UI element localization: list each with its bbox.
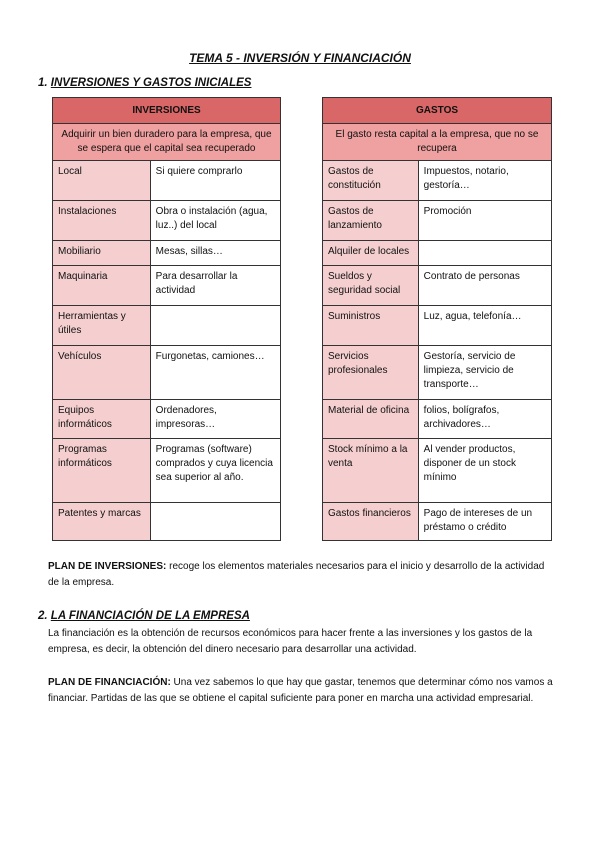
inversiones-label: Instalaciones (53, 201, 151, 241)
gastos-description: El gasto resta capital a la empresa, que no se recupera (323, 124, 552, 161)
section-2-number: 2. (38, 610, 48, 622)
gastos-value: Pago de intereses de un préstamo o crédito (418, 503, 551, 541)
plan-inversiones-paragraph (48, 559, 556, 591)
page-title: TEMA 5 - INVERSIÓN Y FINANCIACIÓN (189, 51, 411, 65)
gastos-label: Servicios profesionales (323, 346, 419, 400)
inversiones-table (52, 97, 281, 541)
inversiones-value (150, 503, 280, 541)
inversiones-label: Mobiliario (53, 241, 151, 266)
inversiones-value: Furgonetas, camiones… (150, 346, 280, 400)
section-1-title: INVERSIONES Y GASTOS INICIALES (50, 77, 252, 89)
gastos-label: Sueldos y seguridad social (323, 266, 419, 306)
inversiones-value: Mesas, sillas… (150, 241, 280, 266)
gastos-value: Gestoría, servicio de limpieza, servicio de transporte… (418, 346, 551, 400)
inversiones-value: Si quiere comprarlo (150, 161, 280, 201)
gastos-label: Alquiler de locales (323, 241, 419, 266)
gastos-value: Luz, agua, telefonía… (418, 306, 551, 346)
gastos-label: Material de oficina (323, 400, 419, 439)
gastos-value: folios, bolígrafos, archivadores… (418, 400, 551, 439)
financiacion-paragraph: La financiación es la obtención de recursos económicos para hacer frente a las inversiones y los gastos de la empresa, es decir, la obtención del dinero necesario para desarrollar una actividad. (48, 628, 533, 655)
section-1-number: 1. (38, 77, 48, 89)
inversiones-value: Ordenadores, impresoras… (150, 400, 280, 439)
inversiones-label: Vehículos (53, 346, 151, 400)
inversiones-value: Obra o instalación (agua, luz..) del local (150, 201, 280, 241)
inversiones-value: Para desarrollar la actividad (150, 266, 280, 306)
plan-financiacion-label: PLAN DE FINANCIACIÓN: (48, 677, 171, 688)
gastos-label: Gastos financieros (323, 503, 419, 541)
plan-financiacion-text: Una vez sabemos lo que hay que gastar, tenemos que determinar cómo nos vamos a financiar. Partidas de las que se obtiene el capital suficiente para poner en marcha una actividad empresarial. (48, 677, 553, 704)
inversiones-value: Programas (software) comprados y cuya licencia sea superior al año. (150, 439, 280, 503)
inversiones-label: Local (53, 161, 151, 201)
section-1-heading (38, 77, 251, 89)
inversiones-value (150, 306, 280, 346)
section-2-heading (38, 610, 250, 622)
gastos-label: Gastos de constitución (323, 161, 419, 201)
plan-inversiones-text: recoge los elementos materiales necesarios para el inicio y desarrollo de la actividad de la empresa. (48, 561, 545, 588)
inversiones-label: Programas informáticos (53, 439, 151, 503)
plan-financiacion-paragraph (48, 675, 556, 707)
gastos-label: Suministros (323, 306, 419, 346)
inversiones-label: Herramientas y útiles (53, 306, 151, 346)
gastos-table (322, 97, 552, 541)
inversiones-header: INVERSIONES (53, 98, 281, 124)
gastos-value: Impuestos, notario, gestoría… (418, 161, 551, 201)
gastos-value: Al vender productos, disponer de un stock mínimo (418, 439, 551, 503)
inversiones-label: Patentes y marcas (53, 503, 151, 541)
plan-inversiones-label: PLAN DE INVERSIONES: (48, 561, 167, 572)
gastos-label: Stock mínimo a la venta (323, 439, 419, 503)
inversiones-label: Maquinaria (53, 266, 151, 306)
gastos-value: Promoción (418, 201, 551, 241)
gastos-value (418, 241, 551, 266)
gastos-label: Gastos de lanzamiento (323, 201, 419, 241)
gastos-header: GASTOS (323, 98, 552, 124)
inversiones-description: Adquirir un bien duradero para la empresa, que se espera que el capital sea recuperado (53, 124, 281, 161)
gastos-value: Contrato de personas (418, 266, 551, 306)
section-2-title: LA FINANCIACIÓN DE LA EMPRESA (50, 610, 250, 622)
inversiones-label: Equipos informáticos (53, 400, 151, 439)
